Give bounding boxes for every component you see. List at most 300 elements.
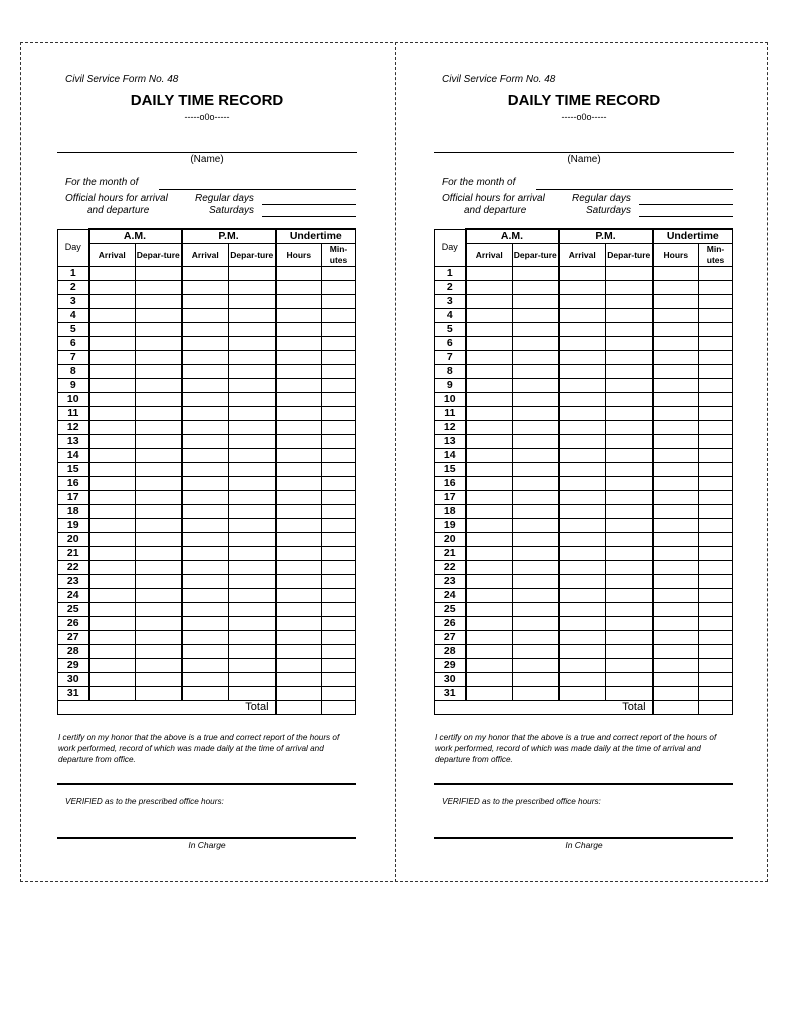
pm-departure-cell[interactable] [229, 463, 276, 477]
undertime-minutes-cell[interactable] [322, 603, 356, 617]
am-arrival-cell[interactable] [466, 631, 513, 645]
am-arrival-cell[interactable] [89, 603, 136, 617]
am-departure-cell[interactable] [136, 337, 182, 351]
pm-departure-cell[interactable] [606, 449, 653, 463]
undertime-minutes-cell[interactable] [699, 435, 733, 449]
am-departure-cell[interactable] [136, 421, 182, 435]
am-arrival-cell[interactable] [89, 309, 136, 323]
pm-departure-cell[interactable] [229, 631, 276, 645]
pm-departure-cell[interactable] [229, 645, 276, 659]
pm-departure-cell[interactable] [606, 659, 653, 673]
pm-arrival-cell[interactable] [182, 533, 229, 547]
pm-arrival-cell[interactable] [182, 393, 229, 407]
name-field-line[interactable] [434, 152, 734, 153]
undertime-hours-cell[interactable] [276, 547, 322, 561]
am-arrival-cell[interactable] [89, 407, 136, 421]
am-arrival-cell[interactable] [466, 491, 513, 505]
undertime-minutes-cell[interactable] [699, 617, 733, 631]
am-arrival-cell[interactable] [466, 379, 513, 393]
pm-departure-cell[interactable] [606, 519, 653, 533]
undertime-hours-cell[interactable] [276, 519, 322, 533]
am-arrival-cell[interactable] [466, 617, 513, 631]
undertime-hours-cell[interactable] [276, 603, 322, 617]
undertime-minutes-cell[interactable] [322, 421, 356, 435]
undertime-hours-cell[interactable] [276, 463, 322, 477]
undertime-minutes-cell[interactable] [322, 309, 356, 323]
am-departure-cell[interactable] [513, 449, 559, 463]
undertime-hours-cell[interactable] [653, 365, 699, 379]
pm-departure-cell[interactable] [229, 421, 276, 435]
pm-arrival-cell[interactable] [182, 575, 229, 589]
undertime-hours-cell[interactable] [276, 575, 322, 589]
undertime-hours-cell[interactable] [653, 603, 699, 617]
undertime-minutes-cell[interactable] [699, 351, 733, 365]
pm-departure-cell[interactable] [229, 365, 276, 379]
am-departure-cell[interactable] [513, 365, 559, 379]
saturdays-field-line[interactable] [262, 216, 356, 217]
am-departure-cell[interactable] [513, 323, 559, 337]
undertime-minutes-cell[interactable] [699, 491, 733, 505]
am-departure-cell[interactable] [513, 631, 559, 645]
name-field-line[interactable] [57, 152, 357, 153]
undertime-minutes-cell[interactable] [699, 463, 733, 477]
am-departure-cell[interactable] [136, 561, 182, 575]
am-departure-cell[interactable] [136, 407, 182, 421]
pm-departure-cell[interactable] [606, 323, 653, 337]
pm-departure-cell[interactable] [606, 351, 653, 365]
pm-arrival-cell[interactable] [559, 323, 606, 337]
undertime-minutes-cell[interactable] [322, 449, 356, 463]
pm-departure-cell[interactable] [606, 533, 653, 547]
undertime-minutes-cell[interactable] [699, 393, 733, 407]
pm-arrival-cell[interactable] [182, 673, 229, 687]
undertime-minutes-cell[interactable] [699, 561, 733, 575]
am-departure-cell[interactable] [136, 603, 182, 617]
undertime-minutes-cell[interactable] [699, 659, 733, 673]
am-arrival-cell[interactable] [89, 533, 136, 547]
am-arrival-cell[interactable] [89, 351, 136, 365]
undertime-minutes-cell[interactable] [322, 351, 356, 365]
undertime-minutes-cell[interactable] [322, 533, 356, 547]
am-arrival-cell[interactable] [466, 281, 513, 295]
undertime-hours-cell[interactable] [276, 561, 322, 575]
am-arrival-cell[interactable] [466, 309, 513, 323]
pm-arrival-cell[interactable] [559, 407, 606, 421]
pm-arrival-cell[interactable] [559, 673, 606, 687]
pm-departure-cell[interactable] [606, 505, 653, 519]
am-departure-cell[interactable] [136, 281, 182, 295]
undertime-minutes-cell[interactable] [322, 295, 356, 309]
am-arrival-cell[interactable] [466, 393, 513, 407]
pm-arrival-cell[interactable] [559, 435, 606, 449]
am-departure-cell[interactable] [136, 673, 182, 687]
am-arrival-cell[interactable] [466, 687, 513, 701]
undertime-hours-cell[interactable] [276, 533, 322, 547]
undertime-hours-cell[interactable] [276, 477, 322, 491]
pm-arrival-cell[interactable] [559, 561, 606, 575]
pm-arrival-cell[interactable] [559, 589, 606, 603]
am-arrival-cell[interactable] [89, 589, 136, 603]
pm-departure-cell[interactable] [229, 617, 276, 631]
undertime-hours-cell[interactable] [276, 631, 322, 645]
pm-departure-cell[interactable] [229, 519, 276, 533]
pm-departure-cell[interactable] [229, 281, 276, 295]
pm-arrival-cell[interactable] [559, 659, 606, 673]
pm-arrival-cell[interactable] [182, 463, 229, 477]
undertime-minutes-cell[interactable] [322, 463, 356, 477]
undertime-minutes-cell[interactable] [699, 533, 733, 547]
am-arrival-cell[interactable] [89, 337, 136, 351]
undertime-hours-cell[interactable] [653, 477, 699, 491]
pm-departure-cell[interactable] [606, 365, 653, 379]
pm-arrival-cell[interactable] [559, 645, 606, 659]
pm-arrival-cell[interactable] [182, 309, 229, 323]
pm-departure-cell[interactable] [606, 421, 653, 435]
am-arrival-cell[interactable] [89, 673, 136, 687]
am-departure-cell[interactable] [513, 575, 559, 589]
undertime-minutes-cell[interactable] [322, 477, 356, 491]
undertime-minutes-cell[interactable] [322, 645, 356, 659]
pm-departure-cell[interactable] [229, 449, 276, 463]
am-departure-cell[interactable] [136, 617, 182, 631]
undertime-hours-cell[interactable] [276, 323, 322, 337]
undertime-hours-cell[interactable] [653, 561, 699, 575]
am-arrival-cell[interactable] [466, 505, 513, 519]
undertime-hours-cell[interactable] [276, 645, 322, 659]
am-arrival-cell[interactable] [466, 421, 513, 435]
am-arrival-cell[interactable] [89, 421, 136, 435]
undertime-minutes-cell[interactable] [699, 281, 733, 295]
undertime-minutes-cell[interactable] [699, 505, 733, 519]
pm-arrival-cell[interactable] [182, 603, 229, 617]
undertime-minutes-cell[interactable] [699, 519, 733, 533]
undertime-hours-cell[interactable] [653, 351, 699, 365]
am-arrival-cell[interactable] [466, 673, 513, 687]
pm-departure-cell[interactable] [606, 407, 653, 421]
pm-departure-cell[interactable] [606, 561, 653, 575]
pm-arrival-cell[interactable] [559, 533, 606, 547]
undertime-hours-cell[interactable] [653, 491, 699, 505]
undertime-minutes-cell[interactable] [322, 505, 356, 519]
pm-departure-cell[interactable] [606, 631, 653, 645]
pm-arrival-cell[interactable] [559, 365, 606, 379]
am-arrival-cell[interactable] [466, 337, 513, 351]
am-arrival-cell[interactable] [466, 407, 513, 421]
pm-arrival-cell[interactable] [559, 267, 606, 281]
undertime-minutes-cell[interactable] [699, 575, 733, 589]
am-arrival-cell[interactable] [89, 449, 136, 463]
am-departure-cell[interactable] [513, 435, 559, 449]
undertime-hours-cell[interactable] [653, 449, 699, 463]
undertime-minutes-cell[interactable] [322, 337, 356, 351]
undertime-hours-cell[interactable] [276, 491, 322, 505]
pm-departure-cell[interactable] [606, 617, 653, 631]
undertime-hours-cell[interactable] [653, 673, 699, 687]
pm-departure-cell[interactable] [606, 645, 653, 659]
in-charge-signature-line[interactable] [434, 837, 733, 839]
am-departure-cell[interactable] [136, 379, 182, 393]
undertime-minutes-cell[interactable] [699, 645, 733, 659]
am-departure-cell[interactable] [136, 659, 182, 673]
pm-arrival-cell[interactable] [182, 421, 229, 435]
pm-departure-cell[interactable] [229, 309, 276, 323]
am-arrival-cell[interactable] [89, 365, 136, 379]
pm-departure-cell[interactable] [229, 323, 276, 337]
am-arrival-cell[interactable] [89, 491, 136, 505]
undertime-hours-cell[interactable] [653, 463, 699, 477]
undertime-hours-cell[interactable] [653, 295, 699, 309]
undertime-minutes-cell[interactable] [699, 407, 733, 421]
undertime-hours-cell[interactable] [653, 589, 699, 603]
undertime-minutes-cell[interactable] [322, 435, 356, 449]
pm-departure-cell[interactable] [229, 659, 276, 673]
undertime-hours-cell[interactable] [653, 617, 699, 631]
regular-days-field-line[interactable] [639, 204, 733, 205]
pm-departure-cell[interactable] [606, 575, 653, 589]
am-arrival-cell[interactable] [89, 687, 136, 701]
am-departure-cell[interactable] [136, 435, 182, 449]
pm-departure-cell[interactable] [606, 463, 653, 477]
pm-departure-cell[interactable] [606, 603, 653, 617]
am-departure-cell[interactable] [136, 477, 182, 491]
am-departure-cell[interactable] [513, 645, 559, 659]
pm-departure-cell[interactable] [229, 491, 276, 505]
am-arrival-cell[interactable] [466, 519, 513, 533]
undertime-minutes-cell[interactable] [699, 421, 733, 435]
undertime-hours-cell[interactable] [276, 295, 322, 309]
am-departure-cell[interactable] [513, 673, 559, 687]
am-departure-cell[interactable] [136, 547, 182, 561]
undertime-minutes-cell[interactable] [322, 323, 356, 337]
undertime-minutes-cell[interactable] [699, 337, 733, 351]
pm-arrival-cell[interactable] [182, 547, 229, 561]
am-arrival-cell[interactable] [466, 547, 513, 561]
undertime-minutes-cell[interactable] [322, 673, 356, 687]
pm-arrival-cell[interactable] [182, 407, 229, 421]
undertime-hours-cell[interactable] [653, 323, 699, 337]
am-departure-cell[interactable] [513, 309, 559, 323]
am-departure-cell[interactable] [136, 449, 182, 463]
am-departure-cell[interactable] [513, 477, 559, 491]
am-departure-cell[interactable] [136, 463, 182, 477]
pm-arrival-cell[interactable] [182, 631, 229, 645]
pm-departure-cell[interactable] [606, 589, 653, 603]
am-departure-cell[interactable] [513, 659, 559, 673]
undertime-hours-cell[interactable] [276, 351, 322, 365]
am-departure-cell[interactable] [136, 687, 182, 701]
pm-departure-cell[interactable] [606, 477, 653, 491]
pm-arrival-cell[interactable] [182, 267, 229, 281]
undertime-hours-cell[interactable] [276, 309, 322, 323]
am-departure-cell[interactable] [513, 267, 559, 281]
am-arrival-cell[interactable] [89, 519, 136, 533]
month-field-line[interactable] [536, 189, 733, 190]
undertime-minutes-cell[interactable] [699, 547, 733, 561]
pm-arrival-cell[interactable] [182, 295, 229, 309]
undertime-hours-cell[interactable] [276, 407, 322, 421]
am-departure-cell[interactable] [136, 295, 182, 309]
undertime-hours-cell[interactable] [276, 421, 322, 435]
am-departure-cell[interactable] [513, 295, 559, 309]
pm-departure-cell[interactable] [606, 267, 653, 281]
pm-departure-cell[interactable] [606, 491, 653, 505]
pm-arrival-cell[interactable] [182, 589, 229, 603]
pm-arrival-cell[interactable] [182, 491, 229, 505]
am-arrival-cell[interactable] [89, 505, 136, 519]
am-arrival-cell[interactable] [89, 267, 136, 281]
am-arrival-cell[interactable] [89, 631, 136, 645]
pm-arrival-cell[interactable] [559, 687, 606, 701]
undertime-minutes-cell[interactable] [322, 617, 356, 631]
am-departure-cell[interactable] [136, 519, 182, 533]
undertime-hours-cell[interactable] [653, 645, 699, 659]
undertime-minutes-cell[interactable] [322, 519, 356, 533]
am-arrival-cell[interactable] [466, 533, 513, 547]
undertime-minutes-cell[interactable] [322, 267, 356, 281]
undertime-hours-cell[interactable] [276, 617, 322, 631]
am-departure-cell[interactable] [513, 337, 559, 351]
am-arrival-cell[interactable] [466, 449, 513, 463]
pm-departure-cell[interactable] [229, 393, 276, 407]
pm-arrival-cell[interactable] [182, 561, 229, 575]
am-departure-cell[interactable] [513, 463, 559, 477]
pm-departure-cell[interactable] [229, 533, 276, 547]
undertime-minutes-cell[interactable] [322, 407, 356, 421]
total-minutes-cell[interactable] [699, 701, 733, 715]
pm-departure-cell[interactable] [229, 547, 276, 561]
undertime-hours-cell[interactable] [653, 407, 699, 421]
am-arrival-cell[interactable] [466, 645, 513, 659]
pm-departure-cell[interactable] [606, 337, 653, 351]
undertime-hours-cell[interactable] [653, 659, 699, 673]
am-departure-cell[interactable] [136, 575, 182, 589]
am-departure-cell[interactable] [136, 505, 182, 519]
pm-departure-cell[interactable] [229, 435, 276, 449]
undertime-hours-cell[interactable] [653, 379, 699, 393]
am-arrival-cell[interactable] [89, 435, 136, 449]
am-arrival-cell[interactable] [89, 617, 136, 631]
am-arrival-cell[interactable] [466, 295, 513, 309]
pm-arrival-cell[interactable] [182, 281, 229, 295]
pm-arrival-cell[interactable] [559, 575, 606, 589]
pm-arrival-cell[interactable] [182, 365, 229, 379]
undertime-hours-cell[interactable] [653, 337, 699, 351]
pm-departure-cell[interactable] [606, 281, 653, 295]
pm-arrival-cell[interactable] [559, 337, 606, 351]
pm-arrival-cell[interactable] [182, 337, 229, 351]
pm-departure-cell[interactable] [606, 379, 653, 393]
pm-departure-cell[interactable] [229, 603, 276, 617]
pm-arrival-cell[interactable] [559, 547, 606, 561]
undertime-hours-cell[interactable] [653, 631, 699, 645]
am-departure-cell[interactable] [513, 351, 559, 365]
am-departure-cell[interactable] [513, 505, 559, 519]
undertime-hours-cell[interactable] [276, 281, 322, 295]
undertime-minutes-cell[interactable] [699, 365, 733, 379]
am-departure-cell[interactable] [136, 589, 182, 603]
am-arrival-cell[interactable] [89, 645, 136, 659]
undertime-minutes-cell[interactable] [699, 631, 733, 645]
undertime-hours-cell[interactable] [653, 435, 699, 449]
pm-arrival-cell[interactable] [182, 617, 229, 631]
am-departure-cell[interactable] [136, 533, 182, 547]
am-departure-cell[interactable] [513, 589, 559, 603]
undertime-hours-cell[interactable] [276, 449, 322, 463]
am-arrival-cell[interactable] [466, 435, 513, 449]
undertime-minutes-cell[interactable] [699, 477, 733, 491]
pm-arrival-cell[interactable] [182, 645, 229, 659]
am-departure-cell[interactable] [513, 519, 559, 533]
am-arrival-cell[interactable] [89, 463, 136, 477]
am-departure-cell[interactable] [136, 491, 182, 505]
am-arrival-cell[interactable] [89, 477, 136, 491]
undertime-minutes-cell[interactable] [699, 309, 733, 323]
total-hours-cell[interactable] [276, 701, 322, 715]
undertime-minutes-cell[interactable] [699, 295, 733, 309]
pm-departure-cell[interactable] [229, 379, 276, 393]
employee-signature-line[interactable] [57, 783, 356, 785]
pm-arrival-cell[interactable] [559, 309, 606, 323]
pm-arrival-cell[interactable] [182, 659, 229, 673]
am-departure-cell[interactable] [513, 421, 559, 435]
am-departure-cell[interactable] [513, 561, 559, 575]
pm-departure-cell[interactable] [606, 309, 653, 323]
undertime-minutes-cell[interactable] [699, 687, 733, 701]
undertime-hours-cell[interactable] [276, 687, 322, 701]
am-arrival-cell[interactable] [89, 323, 136, 337]
total-hours-cell[interactable] [653, 701, 699, 715]
pm-departure-cell[interactable] [606, 393, 653, 407]
pm-arrival-cell[interactable] [559, 421, 606, 435]
undertime-minutes-cell[interactable] [322, 393, 356, 407]
pm-arrival-cell[interactable] [182, 435, 229, 449]
pm-arrival-cell[interactable] [182, 351, 229, 365]
am-arrival-cell[interactable] [89, 281, 136, 295]
employee-signature-line[interactable] [434, 783, 733, 785]
pm-arrival-cell[interactable] [182, 379, 229, 393]
pm-arrival-cell[interactable] [559, 449, 606, 463]
undertime-hours-cell[interactable] [653, 547, 699, 561]
pm-departure-cell[interactable] [229, 687, 276, 701]
pm-departure-cell[interactable] [606, 673, 653, 687]
pm-arrival-cell[interactable] [559, 505, 606, 519]
am-arrival-cell[interactable] [466, 603, 513, 617]
undertime-minutes-cell[interactable] [322, 491, 356, 505]
pm-arrival-cell[interactable] [559, 351, 606, 365]
am-arrival-cell[interactable] [466, 267, 513, 281]
undertime-hours-cell[interactable] [276, 659, 322, 673]
am-arrival-cell[interactable] [466, 323, 513, 337]
month-field-line[interactable] [159, 189, 356, 190]
pm-departure-cell[interactable] [229, 295, 276, 309]
am-departure-cell[interactable] [513, 407, 559, 421]
undertime-minutes-cell[interactable] [699, 379, 733, 393]
pm-departure-cell[interactable] [606, 435, 653, 449]
pm-departure-cell[interactable] [229, 351, 276, 365]
undertime-minutes-cell[interactable] [699, 267, 733, 281]
undertime-minutes-cell[interactable] [322, 379, 356, 393]
undertime-hours-cell[interactable] [276, 505, 322, 519]
pm-arrival-cell[interactable] [182, 687, 229, 701]
undertime-hours-cell[interactable] [276, 379, 322, 393]
pm-arrival-cell[interactable] [559, 477, 606, 491]
undertime-hours-cell[interactable] [653, 533, 699, 547]
undertime-hours-cell[interactable] [276, 589, 322, 603]
pm-arrival-cell[interactable] [182, 323, 229, 337]
am-departure-cell[interactable] [513, 687, 559, 701]
undertime-hours-cell[interactable] [276, 673, 322, 687]
am-arrival-cell[interactable] [466, 659, 513, 673]
